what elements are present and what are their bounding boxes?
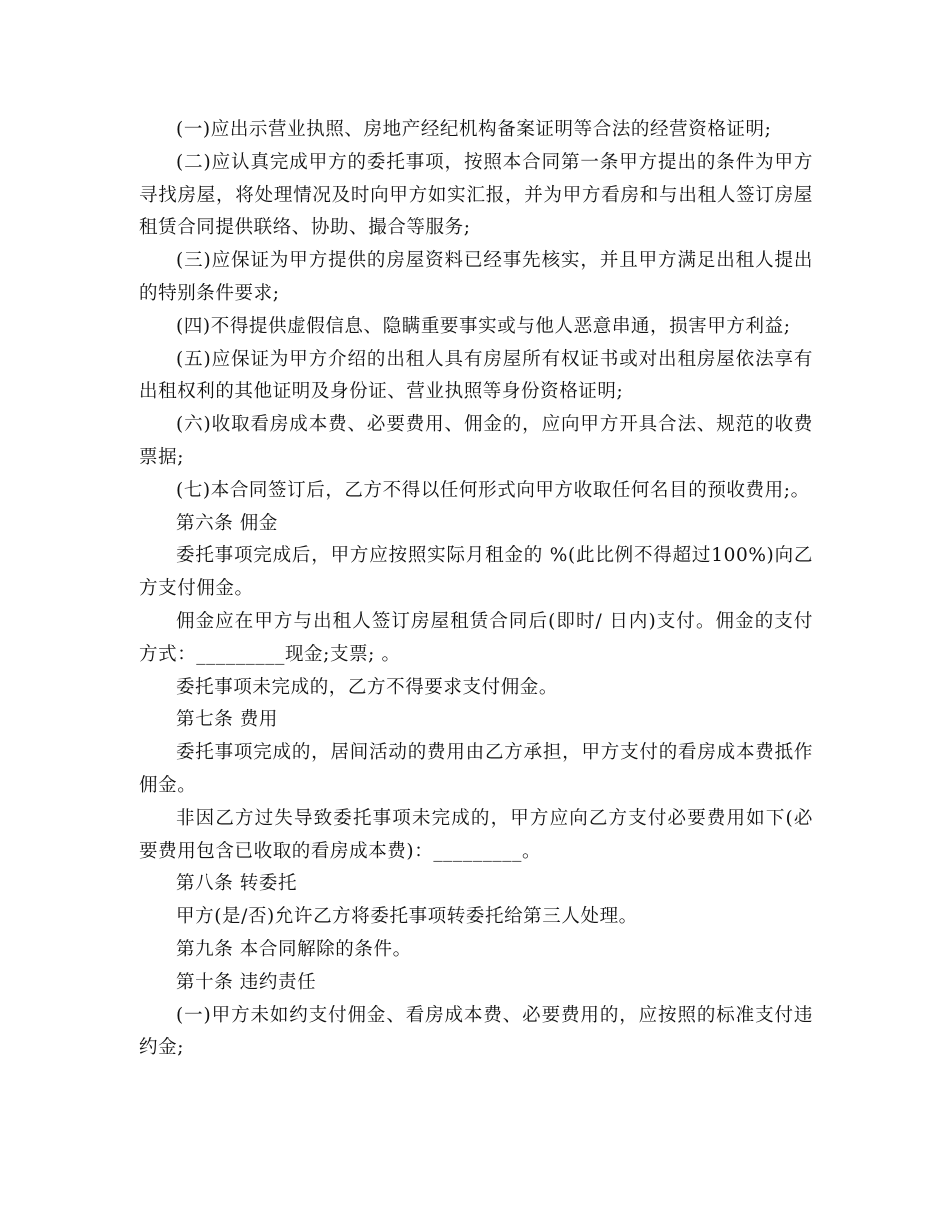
document-body (139, 114, 813, 1065)
article-heading: 第七条 费用 (176, 709, 278, 731)
clause-paragraph: 委托事项完成后，甲方应按照实际月租金的 %(此比例不得超过100%)向乙方支付佣金。 (139, 545, 813, 600)
article-heading: 第六条 佣金 (176, 512, 278, 534)
clause-paragraph: 非因乙方过失导致委托事项未完成的，甲方应向乙方支付必要费用如下(必要费用包含已收取的看房成本费)：_________。 (139, 807, 813, 862)
clause-paragraph: (四)不得提供虚假信息、隐瞒重要事实或与他人恶意串通，损害甲方利益; (176, 315, 791, 337)
clause-paragraph: (一)应出示营业执照、房地产经纪机构备案证明等合法的经营资格证明; (176, 119, 772, 140)
clause-paragraph: (一)甲方未如约支付佣金、看房成本费、必要费用的，应按照的标准支付违约金; (139, 1004, 813, 1059)
clause-paragraph: 甲方(是/否)允许乙方将委托事项转委托给第三人处理。 (176, 906, 638, 928)
clause-paragraph: 佣金应在甲方与出租人签订房屋租赁合同后(即时/ 日内)支付。佣金的支付方式：_________现金;支票; 。 (139, 610, 813, 665)
clause-paragraph: (六)收取看房成本费、必要费用、佣金的，应向甲方开具合法、规范的收费票据; (139, 414, 813, 468)
article-heading: 第十条 违约责任 (176, 971, 317, 993)
clause-paragraph: 委托事项完成的，居间活动的费用由乙方承担，甲方支付的看房成本费抵作佣金。 (139, 742, 813, 796)
clause-paragraph: (五)应保证为甲方介绍的出租人具有房屋所有权证书或对出租房屋依法享有出租权利的其他证明及身份证、营业执照等身份资格证明; (139, 348, 813, 403)
article-heading: 第八条 转委托 (176, 873, 298, 895)
clause-paragraph: (三)应保证为甲方提供的房屋资料已经事先核实，并且甲方满足出租人提出的特别条件要求; (139, 250, 813, 304)
clause-paragraph: 委托事项未完成的，乙方不得要求支付佣金。 (176, 676, 559, 698)
clause-paragraph: (二)应认真完成甲方的委托事项，按照本合同第一条甲方提出的条件为甲方寻找房屋，将处理情况及时向甲方如实汇报，并为甲方看房和与出租人签订房屋租赁合同提供联络、协助、撮合等服务; (139, 151, 813, 239)
article-heading: 第九条 本合同解除的条件。 (176, 938, 412, 960)
clause-paragraph: (七)本合同签订后，乙方不得以任何形式向甲方收取任何名目的预收费用;。 (176, 479, 810, 501)
